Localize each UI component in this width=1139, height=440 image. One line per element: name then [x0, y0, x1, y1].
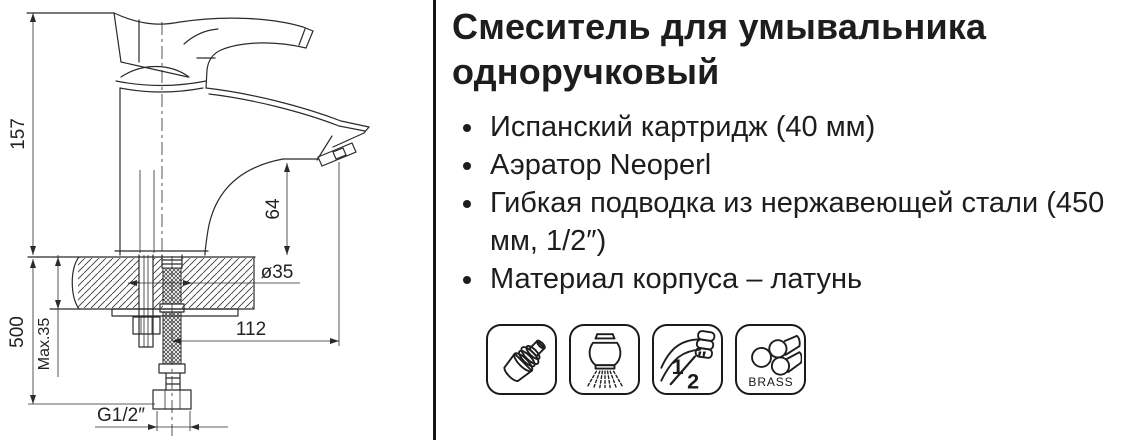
hose-half-inch-icon-box	[652, 324, 723, 395]
dimension-157	[8, 13, 36, 255]
dim-d35-label: ø35	[260, 262, 294, 283]
hose-icon-unit: ″	[696, 348, 706, 370]
vertical-divider	[433, 0, 436, 440]
feature-list	[452, 108, 1124, 298]
aerator-icon	[574, 329, 636, 391]
feature-item-aerator: • Аэратор Neoperl	[486, 146, 1124, 184]
hose-half-inch-icon	[657, 329, 719, 391]
product-title-line1: Смеситель для умывальника	[452, 6, 987, 47]
dimension-112	[172, 162, 339, 346]
dim-157-label: 157	[8, 118, 29, 150]
dim-64-label: 64	[263, 198, 284, 220]
faucet-outline	[27, 13, 369, 255]
product-title	[452, 4, 1124, 94]
feature-item-cartridge: • Испанский картридж (40 мм)	[486, 108, 1124, 146]
feature-item-hose: • Гибкая подводка из нержавеющей стали (450 мм, 1/2″)	[486, 184, 1124, 260]
centerline	[162, 22, 172, 436]
dimension-max35	[36, 255, 72, 377]
hose-icon-numerator: 1	[671, 354, 684, 379]
brass-icon-box	[735, 324, 806, 395]
cartridge-icon-box	[486, 324, 557, 395]
dim-112-label: 112	[235, 319, 267, 340]
feature-icons-row	[486, 324, 1124, 395]
brass-icon-label: BRASS	[747, 374, 794, 389]
product-title-line2: одноручковый	[452, 51, 720, 92]
brass-icon	[740, 329, 802, 391]
feature-item-material: • Материал корпуса – латунь	[486, 260, 1124, 298]
hose-icon-denominator: 2	[686, 368, 699, 391]
dim-500-label: 500	[7, 316, 28, 348]
cartridge-icon	[491, 329, 553, 391]
aerator-icon-box	[569, 324, 640, 395]
dimension-64	[263, 163, 290, 255]
dim-thread-label: G1/2″	[97, 405, 145, 426]
dim-max35-label: Max.35	[36, 317, 53, 371]
product-info-panel	[452, 0, 1124, 395]
counter-section	[28, 257, 255, 316]
faucet-technical-drawing	[0, 0, 433, 440]
